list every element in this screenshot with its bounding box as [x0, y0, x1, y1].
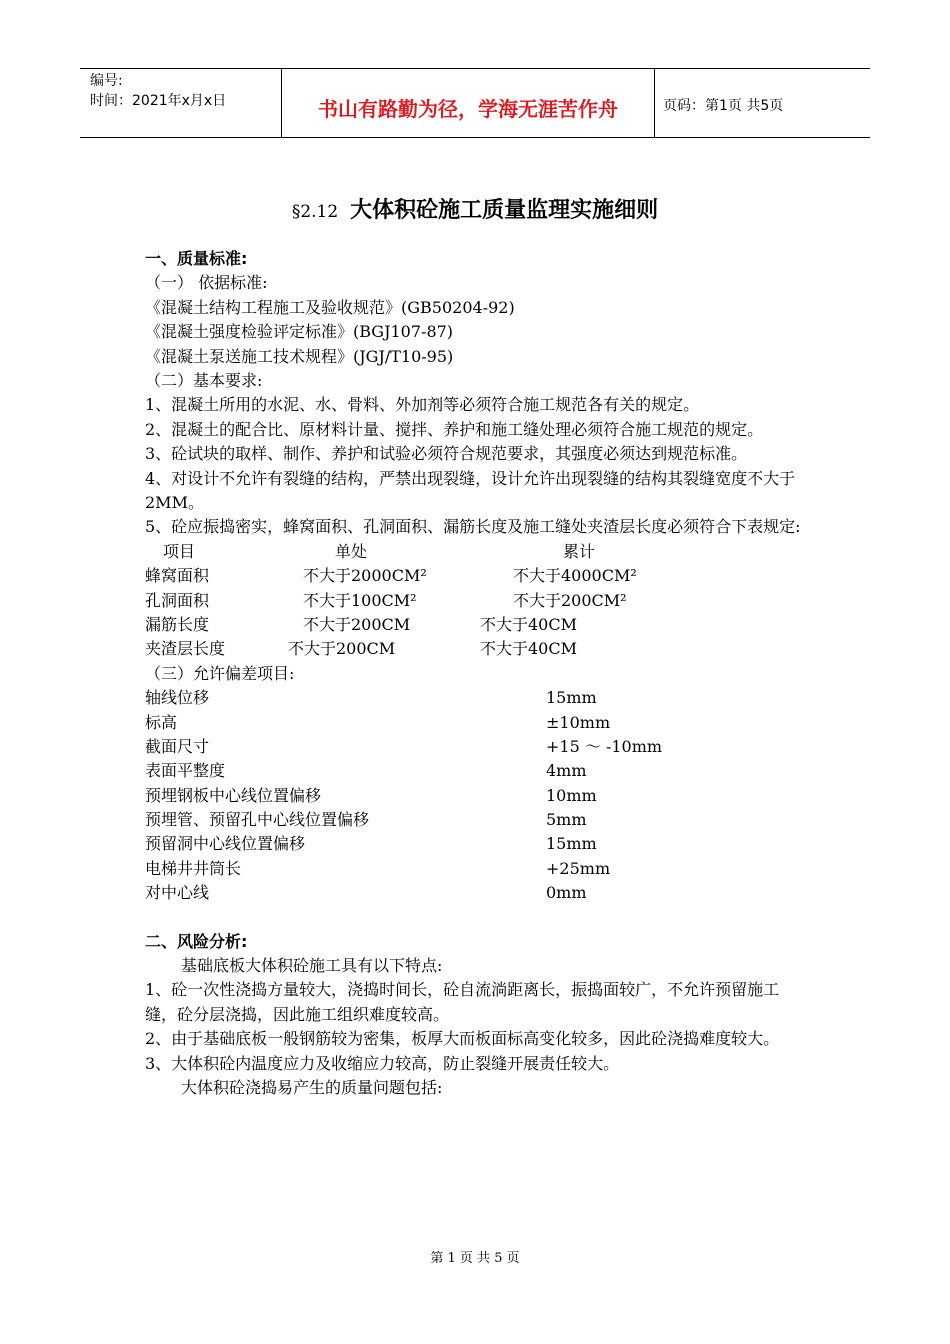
tolerance-value: ±10mm: [546, 712, 611, 732]
time-label: 时间：2021年x月x日: [90, 93, 227, 109]
subheading: （二）基本要求:: [145, 370, 263, 390]
paragraph: 2、由于基础底板一般钢筋较为密集，板厚大而板面标高变化较多，因此砼浇捣难度较大。: [145, 1029, 780, 1049]
table-cell: 不大于100CM²: [303, 590, 417, 610]
subheading: （三）允许偏差项目:: [145, 663, 295, 683]
header-motto-cell: [281, 69, 655, 137]
tolerance-value: 4mm: [546, 761, 587, 781]
page-title: [0, 193, 950, 224]
tolerance-list: [145, 686, 810, 906]
tolerance-item: 对中心线: [145, 883, 210, 903]
tolerance-value: 5mm: [546, 810, 587, 830]
document-header: [80, 68, 870, 138]
requirement-item: 1、混凝土所用的水泥、水、骨料、外加剂等必须符合施工规范各有关的规定。: [145, 395, 700, 415]
tolerance-item: 预埋钢板中心线位置偏移: [145, 785, 322, 805]
table-cell: 不大于200CM: [288, 639, 396, 659]
table-cell: 不大于2000CM²: [303, 566, 427, 586]
tolerance-row: [145, 711, 810, 735]
paragraph: 大体积砼浇捣易产生的质量问题包括:: [181, 1078, 443, 1098]
defect-table-row: [145, 589, 810, 613]
paragraph: 基础底板大体积砼施工具有以下特点:: [181, 956, 443, 976]
tolerance-item: 截面尺寸: [145, 736, 210, 756]
tolerance-item: 预留洞中心线位置偏移: [145, 834, 306, 854]
tolerance-value: +15 ～ -10mm: [546, 736, 663, 756]
title-text: 大体积砼施工质量监理实施细则: [350, 198, 659, 223]
section-heading: 二、风险分析:: [145, 931, 248, 951]
document-body: [145, 247, 810, 1100]
defect-table-header: [145, 540, 810, 564]
tolerance-item: 预埋管、预留孔中心线位置偏移: [145, 810, 370, 830]
requirement-item: 2、混凝土的配合比、原材料计量、搅拌、养护和施工缝处理必须符合施工规范的规定。: [145, 419, 764, 439]
tolerance-row: [145, 832, 810, 856]
page-info: 页码：第1页 共5页: [663, 98, 784, 114]
requirement-item: 5、砼应振捣密实，蜂窝面积、孔洞面积、漏筋长度及施工缝处夹渣层长度必须符合下表规定:: [145, 517, 801, 537]
requirement-item: 3、砼试块的取样、制作、养护和试验必须符合规范要求，其强度必须达到规范标准。: [145, 444, 748, 464]
header-left: [90, 71, 280, 111]
tolerance-item: 标高: [145, 712, 178, 732]
table-cell: 不大于40CM: [480, 639, 577, 659]
tolerance-row: [145, 784, 810, 808]
defect-table-row: [145, 637, 810, 661]
paragraph: 3、大体积砼内温度应力及收缩应力较高，防止裂缝开展责任较大。: [145, 1053, 620, 1073]
tolerance-value: +25mm: [546, 858, 611, 878]
standard-item: 《混凝土强度检验评定标准》(BGJ107-87): [145, 322, 454, 342]
table-header-cell: 单处: [335, 541, 368, 561]
tolerance-item: 电梯井井筒长: [145, 858, 242, 878]
page-footer: 第 1 页 共 5 页: [430, 1251, 520, 1266]
defect-table-row: [145, 613, 810, 637]
paragraph: 1、砼一次性浇捣方量较大，浇捣时间长，砼自流淌距离长，振捣面较广，不允许预留施工缝，砼分层浇捣，因此施工组织难度较高。: [145, 980, 780, 1024]
table-cell: 不大于40CM: [480, 614, 577, 634]
table-cell: 漏筋长度: [145, 614, 210, 634]
tolerance-row: [145, 735, 810, 759]
table-header-cell: 项目: [163, 541, 196, 561]
tolerance-item: 表面平整度: [145, 761, 226, 781]
table-cell: 孔洞面积: [145, 590, 210, 610]
tolerance-value: 10mm: [546, 785, 597, 805]
tolerance-row: [145, 881, 810, 905]
tolerance-row: [145, 857, 810, 881]
table-cell: 不大于200CM: [303, 614, 411, 634]
table-cell: 不大于200CM²: [513, 590, 627, 610]
standard-item: 《混凝土结构工程施工及验收规范》(GB50204-92): [145, 297, 515, 317]
table-header-cell: 累计: [563, 541, 596, 561]
number-label: 编号:: [90, 73, 123, 89]
tolerance-row: [145, 759, 810, 783]
table-cell: 不大于4000CM²: [513, 566, 637, 586]
tolerance-value: 15mm: [546, 688, 597, 708]
defect-table-row: [145, 564, 810, 588]
tolerance-row: [145, 686, 810, 710]
table-cell: 夹渣层长度: [145, 639, 226, 659]
subheading: （一） 依据标准:: [145, 273, 268, 293]
standard-item: 《混凝土泵送施工技术规程》(JGJ/T10-95): [145, 346, 454, 366]
tolerance-row: [145, 808, 810, 832]
tolerance-value: 0mm: [546, 883, 587, 903]
section-number: §2.12: [291, 202, 339, 222]
tolerance-item: 轴线位移: [145, 688, 210, 708]
tolerance-value: 15mm: [546, 834, 597, 854]
motto: 书山有路勤为径，学海无涯苦作舟: [318, 97, 618, 121]
table-cell: 蜂窝面积: [145, 566, 210, 586]
requirement-item: 4、对设计不允许有裂缝的结构，严禁出现裂缝，设计允许出现裂缝的结构其裂缝宽度不大于2MM。: [145, 468, 796, 512]
section-heading: 一、质量标准:: [145, 249, 248, 268]
